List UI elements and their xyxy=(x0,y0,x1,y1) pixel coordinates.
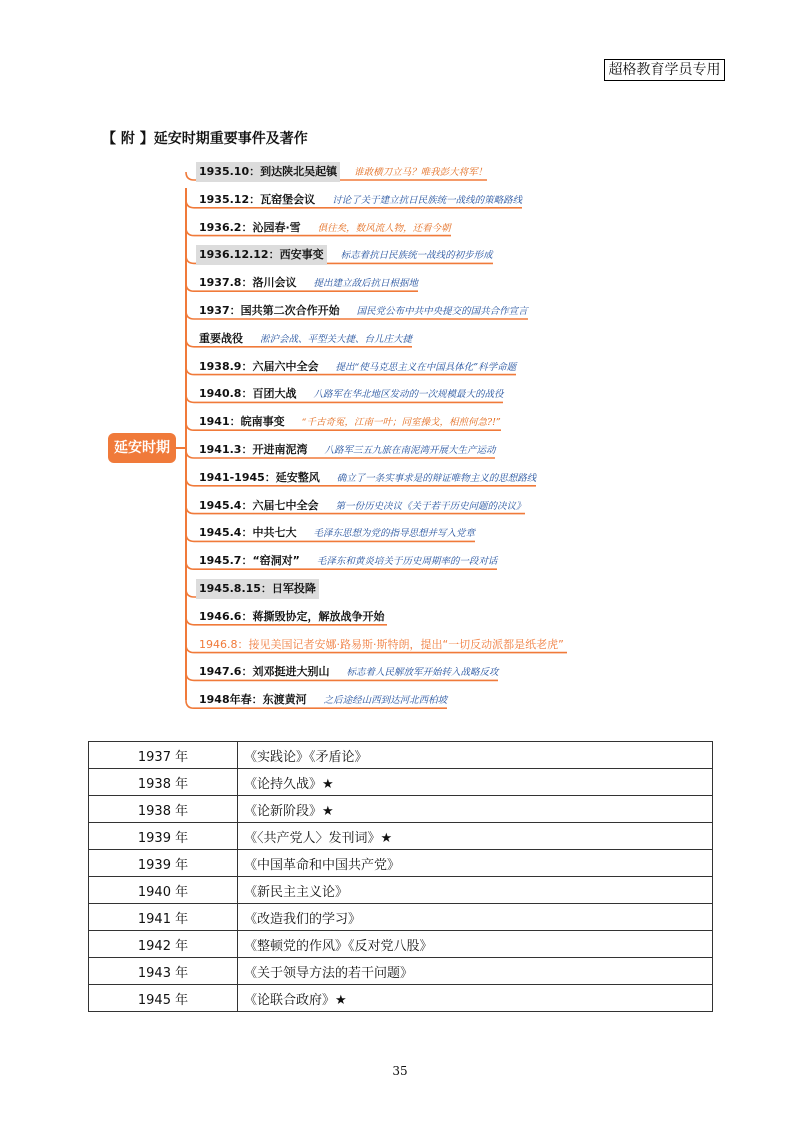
mindmap-event xyxy=(196,245,493,265)
mindmap-event xyxy=(196,357,516,377)
mindmap-trunk xyxy=(176,188,186,700)
event-note: 标志着抗日民族统一战线的初步形成 xyxy=(340,250,493,262)
mindmap-event xyxy=(196,301,528,321)
event-note: 提出建立敌后抗日根据地 xyxy=(313,278,418,290)
event-note: 确立了一条实事求是的辩证唯物主义的思想路线 xyxy=(336,472,537,484)
event-label: 1946.6：蒋撕毁协定，解放战争开始 xyxy=(199,609,385,623)
event-label: 1941：皖南事变 xyxy=(199,415,285,429)
table-row xyxy=(89,985,713,1012)
event-label: 1937：国共第二次合作开始 xyxy=(199,304,340,317)
event-label: 重要战役 xyxy=(199,331,243,345)
event-label: 1945.4：中共七大 xyxy=(199,526,297,540)
event-note: 标志着人民解放军开始转入战略反攻 xyxy=(346,667,499,679)
event-label: 1937.8：洛川会议 xyxy=(199,276,297,290)
year-cell: 1943 年 xyxy=(89,958,238,985)
event-label: 1945.7：“窑洞对” xyxy=(199,554,300,568)
year-cell: 1938 年 xyxy=(89,796,238,823)
event-label: 1936.12.12：西安事变 xyxy=(196,245,327,265)
year-cell: 1941 年 xyxy=(89,904,238,931)
work-title-cell: 《改造我们的学习》 xyxy=(238,904,713,931)
section-title: 【 附 】延安时期重要事件及著作 xyxy=(102,131,308,147)
event-label: 1940.8：百团大战 xyxy=(199,387,297,401)
event-note: 讨论了关于建立抗日民族统一战线的策略路线 xyxy=(332,194,523,206)
event-note: 毛泽东和黄炎培关于历史周期率的一段对话 xyxy=(316,556,498,568)
mindmap-event xyxy=(196,190,522,210)
table-row xyxy=(89,931,713,958)
event-note: 谁敢横刀立马？唯我彭大将军！ xyxy=(354,167,488,178)
mindmap-event xyxy=(196,662,498,682)
event-note: 之后途经山西到达河北西柏坡 xyxy=(323,695,448,707)
mindmap-event xyxy=(196,690,447,710)
event-label: 1947.6：刘邓挺进大别山 xyxy=(199,665,330,679)
table-row xyxy=(89,958,713,985)
mindmap-event xyxy=(196,468,536,488)
event-label: 1945.4：六届七中全会 xyxy=(199,498,319,512)
table-row xyxy=(89,769,713,796)
table-row xyxy=(89,742,713,769)
year-cell: 1938 年 xyxy=(89,769,238,796)
event-label: 1946.8：接见美国记者安娜·路易斯·斯特朗，提出“一切反动派都是纸老虎” xyxy=(199,637,564,651)
table-row xyxy=(89,796,713,823)
event-note: 毛泽东思想为党的指导思想并写入党章 xyxy=(313,528,475,540)
year-cell: 1945 年 xyxy=(89,985,238,1012)
table-row xyxy=(89,823,713,850)
work-title-cell: 《论联合政府》★ xyxy=(238,985,713,1012)
event-label: 1941-1945：延安整风 xyxy=(199,470,320,484)
work-title-cell: 《〈共产党人〉发刊词》★ xyxy=(238,823,713,850)
event-label: 1936.2：沁园春·雪 xyxy=(199,220,301,234)
table-row xyxy=(89,850,713,877)
table-row xyxy=(89,877,713,904)
mindmap-event xyxy=(196,273,418,293)
mindmap-root: 延安时期 xyxy=(108,433,176,463)
mindmap-event xyxy=(196,384,503,404)
event-label: 1938.9：六届六中全会 xyxy=(199,359,319,373)
header-label: 超格教育学员专用 xyxy=(604,59,725,81)
event-label: 1945.8.15：日军投降 xyxy=(196,579,319,599)
year-cell: 1937 年 xyxy=(89,742,238,769)
work-title-cell: 《关于领导方法的若干问题》 xyxy=(238,958,713,985)
event-label: 1948年春：东渡黄河 xyxy=(199,693,307,707)
mindmap-event xyxy=(196,440,495,460)
event-note: 提出“使马克思主义在中国具体化”科学命题 xyxy=(335,361,517,373)
work-title-cell: 《论新阶段》★ xyxy=(238,796,713,823)
year-cell: 1942 年 xyxy=(89,931,238,958)
event-label: 1935.10：到达陕北吴起镇 xyxy=(196,162,340,182)
mindmap-event xyxy=(196,551,497,571)
event-note: 国民党公布中共中央提交的国共合作宣言 xyxy=(356,306,528,317)
mindmap-event xyxy=(196,523,475,543)
mindmap-event xyxy=(196,579,319,599)
event-note: “千古奇冤，江南一叶；同室操戈，相煎何急?!” xyxy=(301,417,501,429)
event-note: 八路军在华北地区发动的一次规模最大的战役 xyxy=(313,389,504,401)
work-title-cell: 《整顿党的作风》《反对党八股》 xyxy=(238,931,713,958)
mindmap-event xyxy=(196,218,451,238)
event-label: 1935.12：瓦窑堡会议 xyxy=(199,192,316,206)
event-note: 第一份历史决议《关于若干历史问题的决议》 xyxy=(335,500,526,512)
event-note: 八路军三五九旅在南泥湾开展大生产运动 xyxy=(324,445,496,456)
mindmap-event xyxy=(196,162,487,182)
mindmap-event xyxy=(196,607,387,627)
year-cell: 1939 年 xyxy=(89,823,238,850)
work-title-cell: 《中国革命和中国共产党》 xyxy=(238,850,713,877)
page-number: 35 xyxy=(392,1064,408,1078)
mindmap-event xyxy=(196,635,567,655)
mindmap-event xyxy=(196,496,525,516)
year-cell: 1940 年 xyxy=(89,877,238,904)
mindmap-event xyxy=(196,412,501,432)
event-label: 1941.3：开进南泥湾 xyxy=(199,443,308,456)
table-row xyxy=(89,904,713,931)
work-title-cell: 《新民主主义论》 xyxy=(238,877,713,904)
event-note: 俱往矣，数风流人物，还看今朝 xyxy=(317,222,451,234)
event-note: 淞沪会战、平型关大捷、台儿庄大捷 xyxy=(260,333,413,345)
work-title-cell: 《实践论》《矛盾论》 xyxy=(238,742,713,769)
year-cell: 1939 年 xyxy=(89,850,238,877)
mindmap-event xyxy=(196,329,412,349)
works-table xyxy=(88,741,713,1012)
work-title-cell: 《论持久战》★ xyxy=(238,769,713,796)
